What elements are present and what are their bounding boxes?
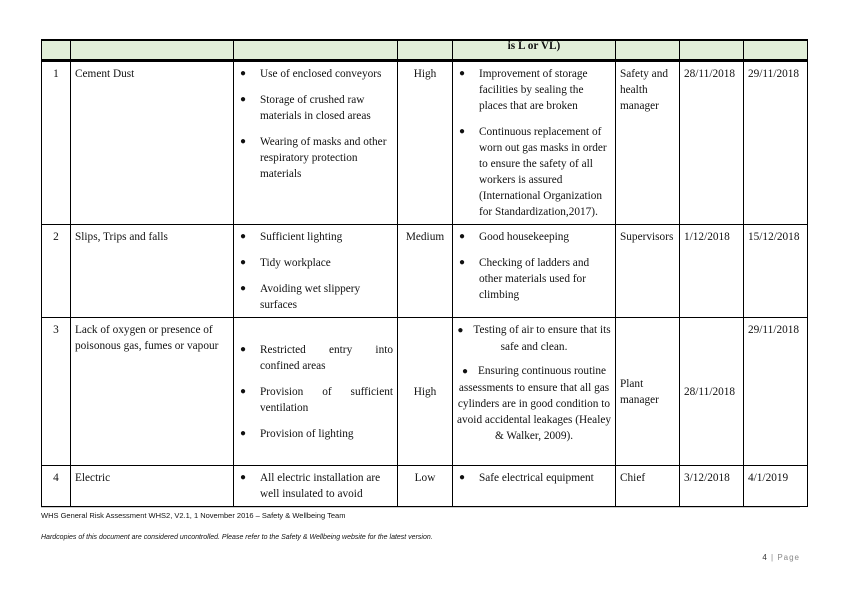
risk-level: Medium	[398, 225, 453, 318]
row-number: 4	[42, 466, 71, 507]
list-item: ● Provision of sufficient ventilation	[238, 384, 393, 416]
controls	[234, 466, 398, 507]
list-item: ● All electric installation are well insulated to avoid	[238, 470, 393, 502]
list-item: ● Continuous replacement of worn out gas masks in order to ensure the safety of all workers is assured (International Organization for Standardization,2017).	[457, 124, 611, 220]
controls	[234, 61, 398, 225]
date-start: 3/12/2018	[680, 466, 744, 507]
list-item: ● Provision of lighting	[238, 426, 393, 442]
responsible: Safety and health manager	[616, 61, 680, 225]
hazard: Electric	[71, 466, 234, 507]
actions	[453, 318, 616, 466]
table-header-row	[42, 40, 808, 61]
page-label: | Page	[771, 553, 800, 562]
list-item: ● Checking of ladders and other materials used for climbing	[457, 255, 611, 303]
footer-disclaimer: Hardcopies of this document are considered uncontrolled. Please refer to the Safety & Wellbeing website for the latest version.	[41, 534, 433, 541]
hazard: Cement Dust	[71, 61, 234, 225]
controls	[234, 318, 398, 466]
risk-level: Low	[398, 466, 453, 507]
row-number: 2	[42, 225, 71, 318]
table-row	[42, 466, 808, 507]
list-item: ● Safe electrical equipment	[457, 470, 611, 486]
list-item: ● Sufficient lighting	[238, 229, 393, 245]
list-item: ● Avoiding wet slippery surfaces	[238, 281, 393, 313]
actions	[453, 466, 616, 507]
list-item: ● Testing of air to ensure that its safe and clean.	[457, 322, 611, 355]
date-end: 29/11/2018	[744, 61, 808, 225]
list-item: ● Use of enclosed conveyors	[238, 66, 393, 82]
responsible: Supervisors	[616, 225, 680, 318]
list-item: ● Tidy workplace	[238, 255, 393, 271]
actions	[453, 61, 616, 225]
list-item: ● Ensuring continuous routine assessments to ensure that all gas cylinders are in good condition to avoid accidental leakages (Healey & Walker, 2009).	[457, 363, 611, 444]
hazard: Lack of oxygen or presence of poisonous gas, fumes or vapour	[71, 318, 234, 466]
date-start: 1/12/2018	[680, 225, 744, 318]
list-item: ● Storage of crushed raw materials in closed areas	[238, 92, 393, 124]
list-item: ● Restricted entry into confined areas	[238, 342, 393, 374]
risk-level: High	[398, 61, 453, 225]
date-end: 15/12/2018	[744, 225, 808, 318]
date-end: 4/1/2019	[744, 466, 808, 507]
footer-divider	[41, 507, 800, 508]
responsible: Chief	[616, 466, 680, 507]
page-num: 4	[762, 553, 768, 562]
hazard: Slips, Trips and falls	[71, 225, 234, 318]
risk-table	[41, 39, 808, 507]
table-row	[42, 225, 808, 318]
table-row	[42, 318, 808, 466]
date-start: 28/11/2018	[680, 318, 744, 466]
controls	[234, 225, 398, 318]
date-start: 28/11/2018	[680, 61, 744, 225]
header-cell: is L or VL)	[453, 40, 616, 61]
footer-title: WHS General Risk Assessment WHS2, V2.1, 1 November 2016 – Safety & Wellbeing Team	[41, 511, 346, 520]
row-number: 3	[42, 318, 71, 466]
actions	[453, 225, 616, 318]
risk-level: High	[398, 318, 453, 466]
page-number	[762, 553, 800, 562]
table-row	[42, 61, 808, 225]
list-item: ● Improvement of storage facilities by sealing the places that are broken	[457, 66, 611, 114]
list-item: ● Good housekeeping	[457, 229, 611, 245]
list-item: ● Wearing of masks and other respiratory protection materials	[238, 134, 393, 182]
row-number: 1	[42, 61, 71, 225]
date-end: 29/11/2018	[744, 318, 808, 466]
responsible: Plant manager	[616, 318, 680, 466]
